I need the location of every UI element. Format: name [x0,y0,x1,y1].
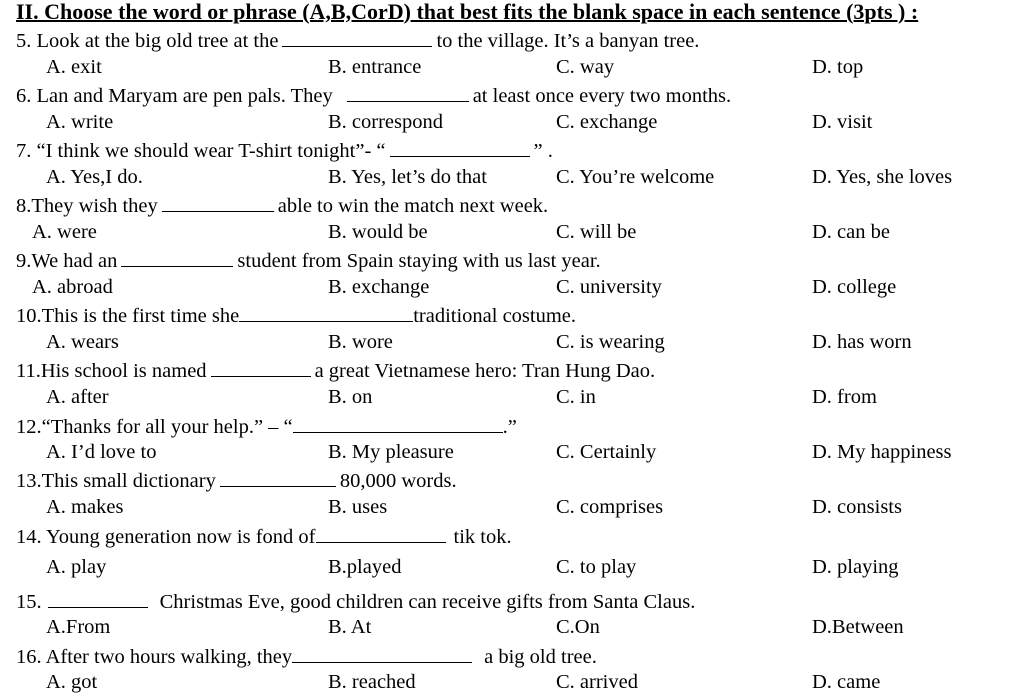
question-11 [16,356,655,384]
question-text-end: at least once every two months. [472,85,732,107]
question-12-option-d[interactable]: D. My happiness [812,441,952,463]
question-12-option-c[interactable]: C. Certainly [556,441,657,463]
question-15 [16,587,695,615]
question-text-end: a great Vietnamese hero: Tran Hung Dao. [314,360,656,382]
question-8-option-c[interactable]: C. will be [556,221,637,243]
question-15-option-a[interactable]: A.From [46,616,111,638]
answer-blank [220,466,336,487]
question-text-end: 80,000 words. [339,470,457,492]
question-text-end: traditional costume. [413,305,577,327]
question-12 [16,412,517,440]
answer-blank [390,136,530,157]
question-15-option-b[interactable]: B. At [328,616,372,638]
question-16 [16,642,597,670]
question-15-option-d[interactable]: D.Between [812,616,904,638]
answer-blank [162,191,274,212]
question-11-option-d[interactable]: D. from [812,386,877,408]
question-14-option-c[interactable]: C. to play [556,556,637,578]
question-10-option-b[interactable]: B. wore [328,331,393,353]
question-8-option-b[interactable]: B. would be [328,221,428,243]
question-12-option-a[interactable]: A. I’d love to [46,441,157,463]
question-text-start: 6. Lan and Maryam are pen pals. They [16,85,333,107]
question-5-option-a[interactable]: A. exit [46,56,102,78]
answer-blank [282,26,432,47]
question-text-start: 11.His school is named [16,360,207,382]
question-9-option-d[interactable]: D. college [812,276,897,298]
question-text-start: 7. “I think we should wear T-shirt tonight”- “ [16,140,386,162]
question-text-end: a big old tree. [484,646,597,668]
question-text-end: able to win the match next week. [277,195,549,217]
question-text-end: to the village. It’s a banyan tree. [436,30,700,52]
question-text-end: ” . [533,140,553,162]
question-text-start: 5. Look at the big old tree at the [16,30,279,52]
question-13-option-c[interactable]: C. comprises [556,496,664,518]
question-5-option-d[interactable]: D. top [812,56,864,78]
question-text-end: .” [502,416,517,438]
question-10 [16,301,576,329]
question-16-option-b[interactable]: B. reached [328,671,416,693]
question-7-option-d[interactable]: D. Yes, she loves [812,166,953,188]
question-7 [16,136,553,164]
answer-blank [347,81,469,102]
question-14-option-b[interactable]: B.played [328,556,402,578]
question-11-option-c[interactable]: C. in [556,386,596,408]
answer-blank [211,356,311,377]
question-text-start: 10.This is the first time she [16,305,240,327]
question-text-start: 12.“Thanks for all your help.” – “ [16,416,293,438]
question-12-option-b[interactable]: B. My pleasure [328,441,454,463]
question-13 [16,466,457,494]
question-6-option-a[interactable]: A. write [46,111,114,133]
question-14 [16,522,512,550]
question-text-start: 8.They wish they [16,195,158,217]
question-5-option-b[interactable]: B. entrance [328,56,422,78]
question-13-option-a[interactable]: A. makes [46,496,124,518]
question-16-option-a[interactable]: A. got [46,671,98,693]
question-9 [16,246,601,274]
question-14-option-d[interactable]: D. playing [812,556,899,578]
question-8 [16,191,548,219]
answer-blank [239,301,413,322]
question-10-option-d[interactable]: D. has worn [812,331,912,353]
question-14-option-a[interactable]: A. play [46,556,107,578]
answer-blank [316,522,446,543]
question-10-option-a[interactable]: A. wears [46,331,119,353]
answer-blank [121,246,233,267]
question-text-start: 14. Young generation now is fond of [16,526,316,548]
question-15-option-c[interactable]: C.On [556,616,600,638]
question-5 [16,26,699,54]
answer-blank [292,642,472,663]
question-8-option-d[interactable]: D. can be [812,221,890,243]
question-7-option-b[interactable]: B. Yes, let’s do that [328,166,487,188]
section-title [16,0,918,24]
question-text-start: 16. After two hours walking, they [16,646,293,668]
question-9-option-c[interactable]: C. university [556,276,662,298]
question-text-end: tik tok. [453,526,512,548]
question-6-option-d[interactable]: D. visit [812,111,873,133]
question-6 [16,81,731,109]
question-6-option-b[interactable]: B. correspond [328,111,444,133]
question-9-option-b[interactable]: B. exchange [328,276,430,298]
question-16-option-d[interactable]: D. came [812,671,881,693]
question-8-option-a[interactable]: A. were [32,221,97,243]
question-text-start: 15. [16,591,42,613]
question-7-option-a[interactable]: A. Yes,I do. [46,166,143,188]
question-5-option-c[interactable]: C. way [556,56,615,78]
answer-blank [293,412,503,433]
question-text-end: Christmas Eve, good children can receive gifts from Santa Claus. [159,591,696,613]
question-7-option-c[interactable]: C. You’re welcome [556,166,715,188]
question-text-start: 9.We had an [16,250,118,272]
answer-blank [48,587,148,608]
question-11-option-a[interactable]: A. after [46,386,109,408]
question-text-end: student from Spain staying with us last year. [237,250,601,272]
section-title-text: II. Choose the word or phrase (A,B,CorD) that best fits the blank space in each sentence (3pts ) : [16,0,919,24]
question-9-option-a[interactable]: A. abroad [32,276,113,298]
question-text-start: 13.This small dictionary [16,470,216,492]
question-16-option-c[interactable]: C. arrived [556,671,638,693]
question-13-option-b[interactable]: B. uses [328,496,388,518]
question-13-option-d[interactable]: D. consists [812,496,902,518]
question-10-option-c[interactable]: C. is wearing [556,331,665,353]
question-6-option-c[interactable]: C. exchange [556,111,658,133]
question-11-option-b[interactable]: B. on [328,386,373,408]
